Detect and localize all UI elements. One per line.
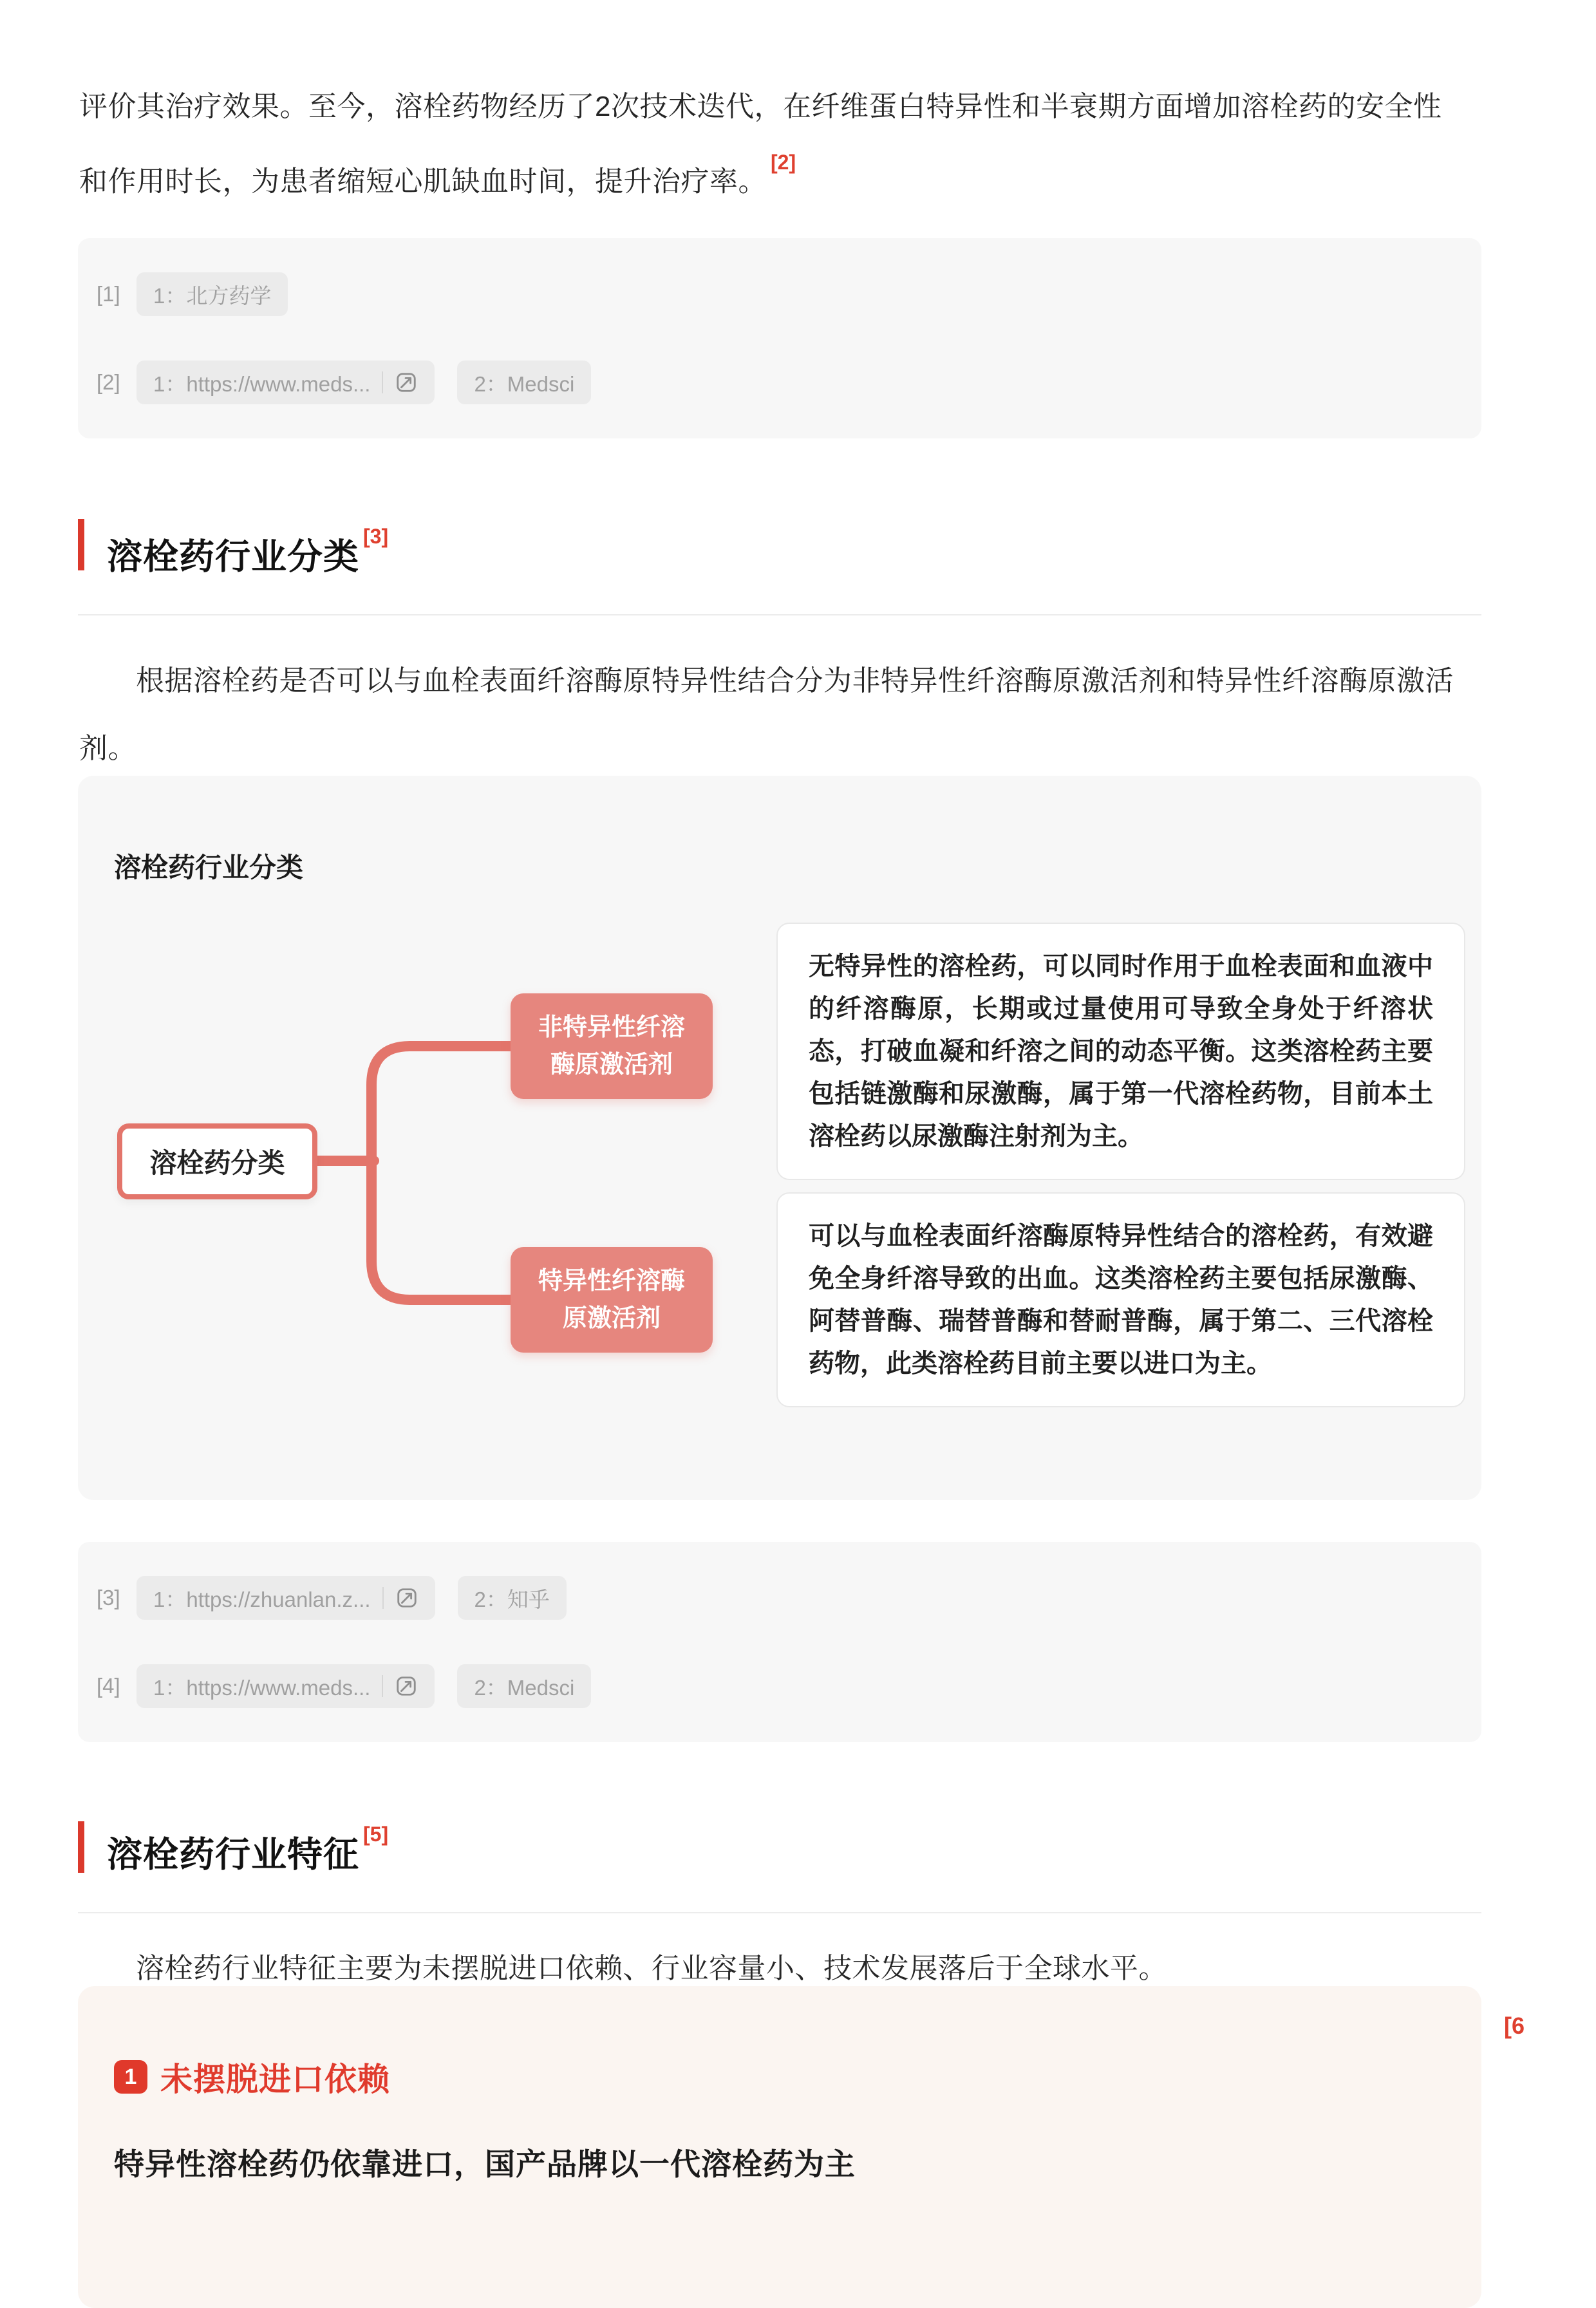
section-title-text: 溶栓药行业分类 — [107, 536, 360, 577]
diagram-root-node — [117, 1123, 317, 1199]
citation-link-3[interactable]: [3] — [363, 525, 389, 548]
external-link-icon — [395, 371, 418, 394]
intro-text: 评价其治疗效果。至今，溶栓药物经历了2次技术迭代，在纤维蛋白特异性和半衰期方面增加溶栓药的安全性和作用时长，为患者缩短心肌缺血时间，提升治疗率。 — [79, 91, 1442, 198]
feature-subtitle: 特异性溶栓药仍依靠进口，国产品牌以一代溶栓药为主 — [114, 2147, 856, 2181]
branch-node-label: 非特异性纤溶酶原激活剂 — [538, 1014, 685, 1078]
section-title-classification — [107, 525, 389, 577]
reference-chip-label: 1：https://www.meds... — [153, 371, 371, 396]
reference-chip-source[interactable] — [457, 361, 591, 404]
intro-paragraph — [79, 73, 1457, 216]
diagram-node-specific — [511, 1247, 713, 1353]
section-accent-bar — [78, 519, 84, 570]
reference-index: [1] — [97, 282, 120, 306]
section-title-characteristics — [107, 1823, 389, 1875]
chip-divider — [382, 1675, 383, 1697]
characteristics-paragraph: 溶栓药行业特征主要为未摆脱进口依赖、行业容量小、技术发展落后于全球水平。 — [136, 1953, 1167, 1984]
reference-chip-label: 1：https://www.meds... — [153, 1675, 371, 1700]
section-divider — [78, 1912, 1481, 1913]
reference-chip-label: 1：https://zhuanlan.z... — [153, 1587, 371, 1611]
reference-index: [4] — [97, 1674, 120, 1698]
reference-chip-source[interactable] — [458, 1576, 567, 1620]
reference-row — [97, 272, 1456, 316]
feature-card-import-dependence — [78, 1986, 1481, 2308]
diagram-desc-nonspecific: 无特异性的溶栓药，可以同时作用于血栓表面和血液中的纤溶酶原，长期或过量使用可导致全身处于纤溶状态，打破血凝和纤溶之间的动态平衡。这类溶栓药主要包括链激酶和尿激酶，属于第一代溶栓药物，目前本土溶栓药以尿激酶注射剂为主。 — [776, 923, 1465, 1180]
reference-box-2 — [78, 1542, 1481, 1742]
reference-chip-source[interactable] — [457, 1664, 591, 1708]
reference-row — [97, 1576, 1456, 1620]
reference-chip-url[interactable] — [136, 361, 435, 404]
reference-box-1 — [78, 238, 1481, 438]
reference-index: [2] — [97, 370, 120, 394]
reference-chip-url[interactable] — [136, 1664, 435, 1708]
diagram-node-nonspecific — [511, 993, 713, 1099]
reference-row — [97, 361, 1456, 404]
reference-row — [97, 1664, 1456, 1708]
reference-chip-label: 2：Medsci — [474, 371, 575, 396]
external-link-icon — [395, 1675, 418, 1698]
classification-paragraph: 根据溶栓药是否可以与血栓表面纤溶酶原特异性结合分为非特异性纤溶酶原激活剂和特异性纤溶酶原激活剂。 — [79, 665, 1454, 764]
section-divider — [78, 614, 1481, 615]
feature-heading — [114, 2054, 390, 2100]
external-link-icon — [395, 1586, 418, 1609]
citation-link-2[interactable]: [2] — [771, 151, 796, 174]
section-accent-bar — [78, 1821, 84, 1873]
chip-divider — [382, 371, 383, 393]
feature-title: 未摆脱进口依赖 — [160, 2061, 390, 2097]
root-node-label: 溶栓药分类 — [149, 1148, 285, 1178]
diagram-title: 溶栓药行业分类 — [114, 852, 304, 883]
section-title-text: 溶栓药行业特征 — [107, 1834, 360, 1875]
reference-chip-source[interactable] — [136, 272, 288, 316]
reference-chip-label: 1：北方药学 — [153, 283, 272, 308]
branch-node-label: 特异性纤溶酶原激活剂 — [538, 1268, 685, 1332]
reference-chip-label: 2：知乎 — [474, 1587, 550, 1611]
feature-number-badge: 1 — [114, 2060, 147, 2094]
diagram-desc-specific: 可以与血栓表面纤溶酶原特异性结合的溶栓药，有效避免全身纤溶导致的出血。这类溶栓药主要包括尿激酶、阿替普酶、瑞替普酶和替耐普酶，属于第二、三代溶栓药物，此类溶栓药目前主要以进口为主。 — [776, 1192, 1465, 1407]
reference-chip-url[interactable] — [136, 1576, 435, 1620]
reference-index: [3] — [97, 1586, 120, 1609]
citation-link-5[interactable]: [5] — [363, 1823, 389, 1846]
citation-link-6[interactable]: [6 — [1504, 2012, 1525, 2039]
classification-diagram-card — [78, 776, 1481, 1500]
chip-divider — [382, 1587, 384, 1609]
reference-chip-label: 2：Medsci — [474, 1675, 575, 1700]
